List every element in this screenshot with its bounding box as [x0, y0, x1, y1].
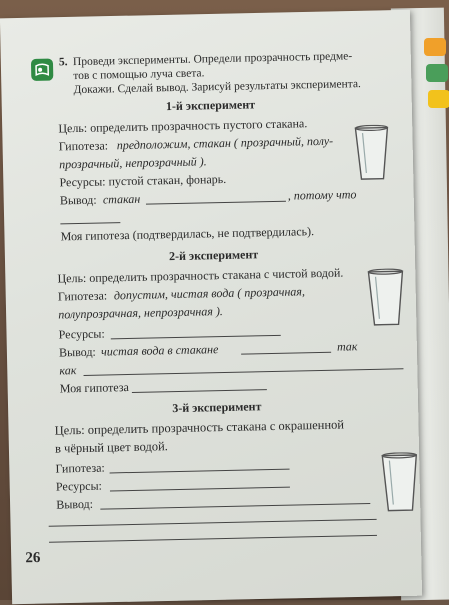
page-number: 26	[25, 549, 41, 567]
exp3-hyp-line	[110, 469, 290, 474]
exp2-hyp-text-2: полупрозрачная, непрозрачная ).	[58, 304, 224, 322]
exp2-title: 2-й эксперимент	[168, 247, 259, 264]
exp1-answer-line-1	[146, 201, 286, 205]
exp3-resources-line	[110, 487, 290, 492]
exp1-hyp-text-1: предположим, стакан ( прозрачный, полу-	[116, 133, 334, 153]
exp1-conclusion-label: Вывод:	[59, 192, 97, 208]
exp2-goal: Цель: определить прозрачность стакана с чистой водой.	[57, 265, 344, 286]
exp2-hyp-text-1: допустим, чистая вода ( прозрачная,	[113, 284, 306, 303]
exp3-answer-line-1	[100, 503, 370, 510]
task-number: 5.	[58, 56, 68, 69]
task-line-1: Проведи эксперименты. Определи прозрачность предме-	[72, 50, 353, 69]
task-line-3: Докажи. Сделай вывод. Зарисуй результаты эксперимента.	[73, 78, 362, 97]
task-line-2: тов с помощью луча света.	[73, 67, 205, 83]
exp2-conclusion-label: Вывод:	[58, 344, 96, 360]
exp2-conclusion-text: чистая вода в стакане	[100, 342, 219, 359]
exp1-conclusion-word: стакан	[102, 191, 141, 207]
exp1-hyp-text-2: прозрачный, непрозрачный ).	[58, 154, 207, 172]
book-task-icon	[31, 59, 53, 81]
exp1-resources: Ресурсы: пустой стакан, фонарь.	[59, 171, 227, 190]
exp3-goal-1: Цель: определить прозрачность стакана с окрашенной	[54, 417, 345, 438]
exp1-title: 1-й эксперимент	[165, 97, 256, 114]
exp1-hyp-label: Гипотеза:	[58, 138, 109, 154]
exp2-conclusion-tail: так	[336, 339, 358, 354]
glass-icon	[365, 268, 406, 329]
exp2-answer-line-2	[84, 368, 404, 376]
exp3-goal-2: в чёрный цвет водой.	[54, 439, 169, 456]
exp2-conclusion-word-2: как	[59, 363, 77, 378]
exp3-resources: Ресурсы:	[55, 478, 103, 494]
exp2-hyp-label: Гипотеза:	[57, 288, 108, 304]
exp3-answer-line-3	[49, 535, 377, 543]
exp2-hypothesis-line	[132, 389, 267, 393]
exp1-answer-line-2	[60, 222, 120, 224]
exp2-resources-line	[111, 335, 281, 340]
exp3-answer-line-2	[49, 519, 377, 527]
glass-icon	[379, 452, 420, 515]
exp2-answer-line-1	[241, 352, 331, 355]
exp1-conclusion-tail: , потому что	[287, 187, 357, 203]
exp2-hypothesis-check: Моя гипотеза	[59, 380, 130, 396]
exp2-resources: Ресурсы:	[58, 326, 105, 342]
exp1-goal: Цель: определить прозрачность пустого стакана.	[58, 116, 308, 136]
exp1-hypothesis-check: Моя гипотеза (подтвердилась, не подтвердилась).	[60, 224, 315, 244]
exp3-hyp-label: Гипотеза:	[55, 460, 105, 476]
exp3-title: 3-й эксперимент	[172, 399, 262, 416]
exp3-conclusion-label: Вывод:	[56, 496, 94, 512]
glass-icon	[352, 124, 391, 183]
